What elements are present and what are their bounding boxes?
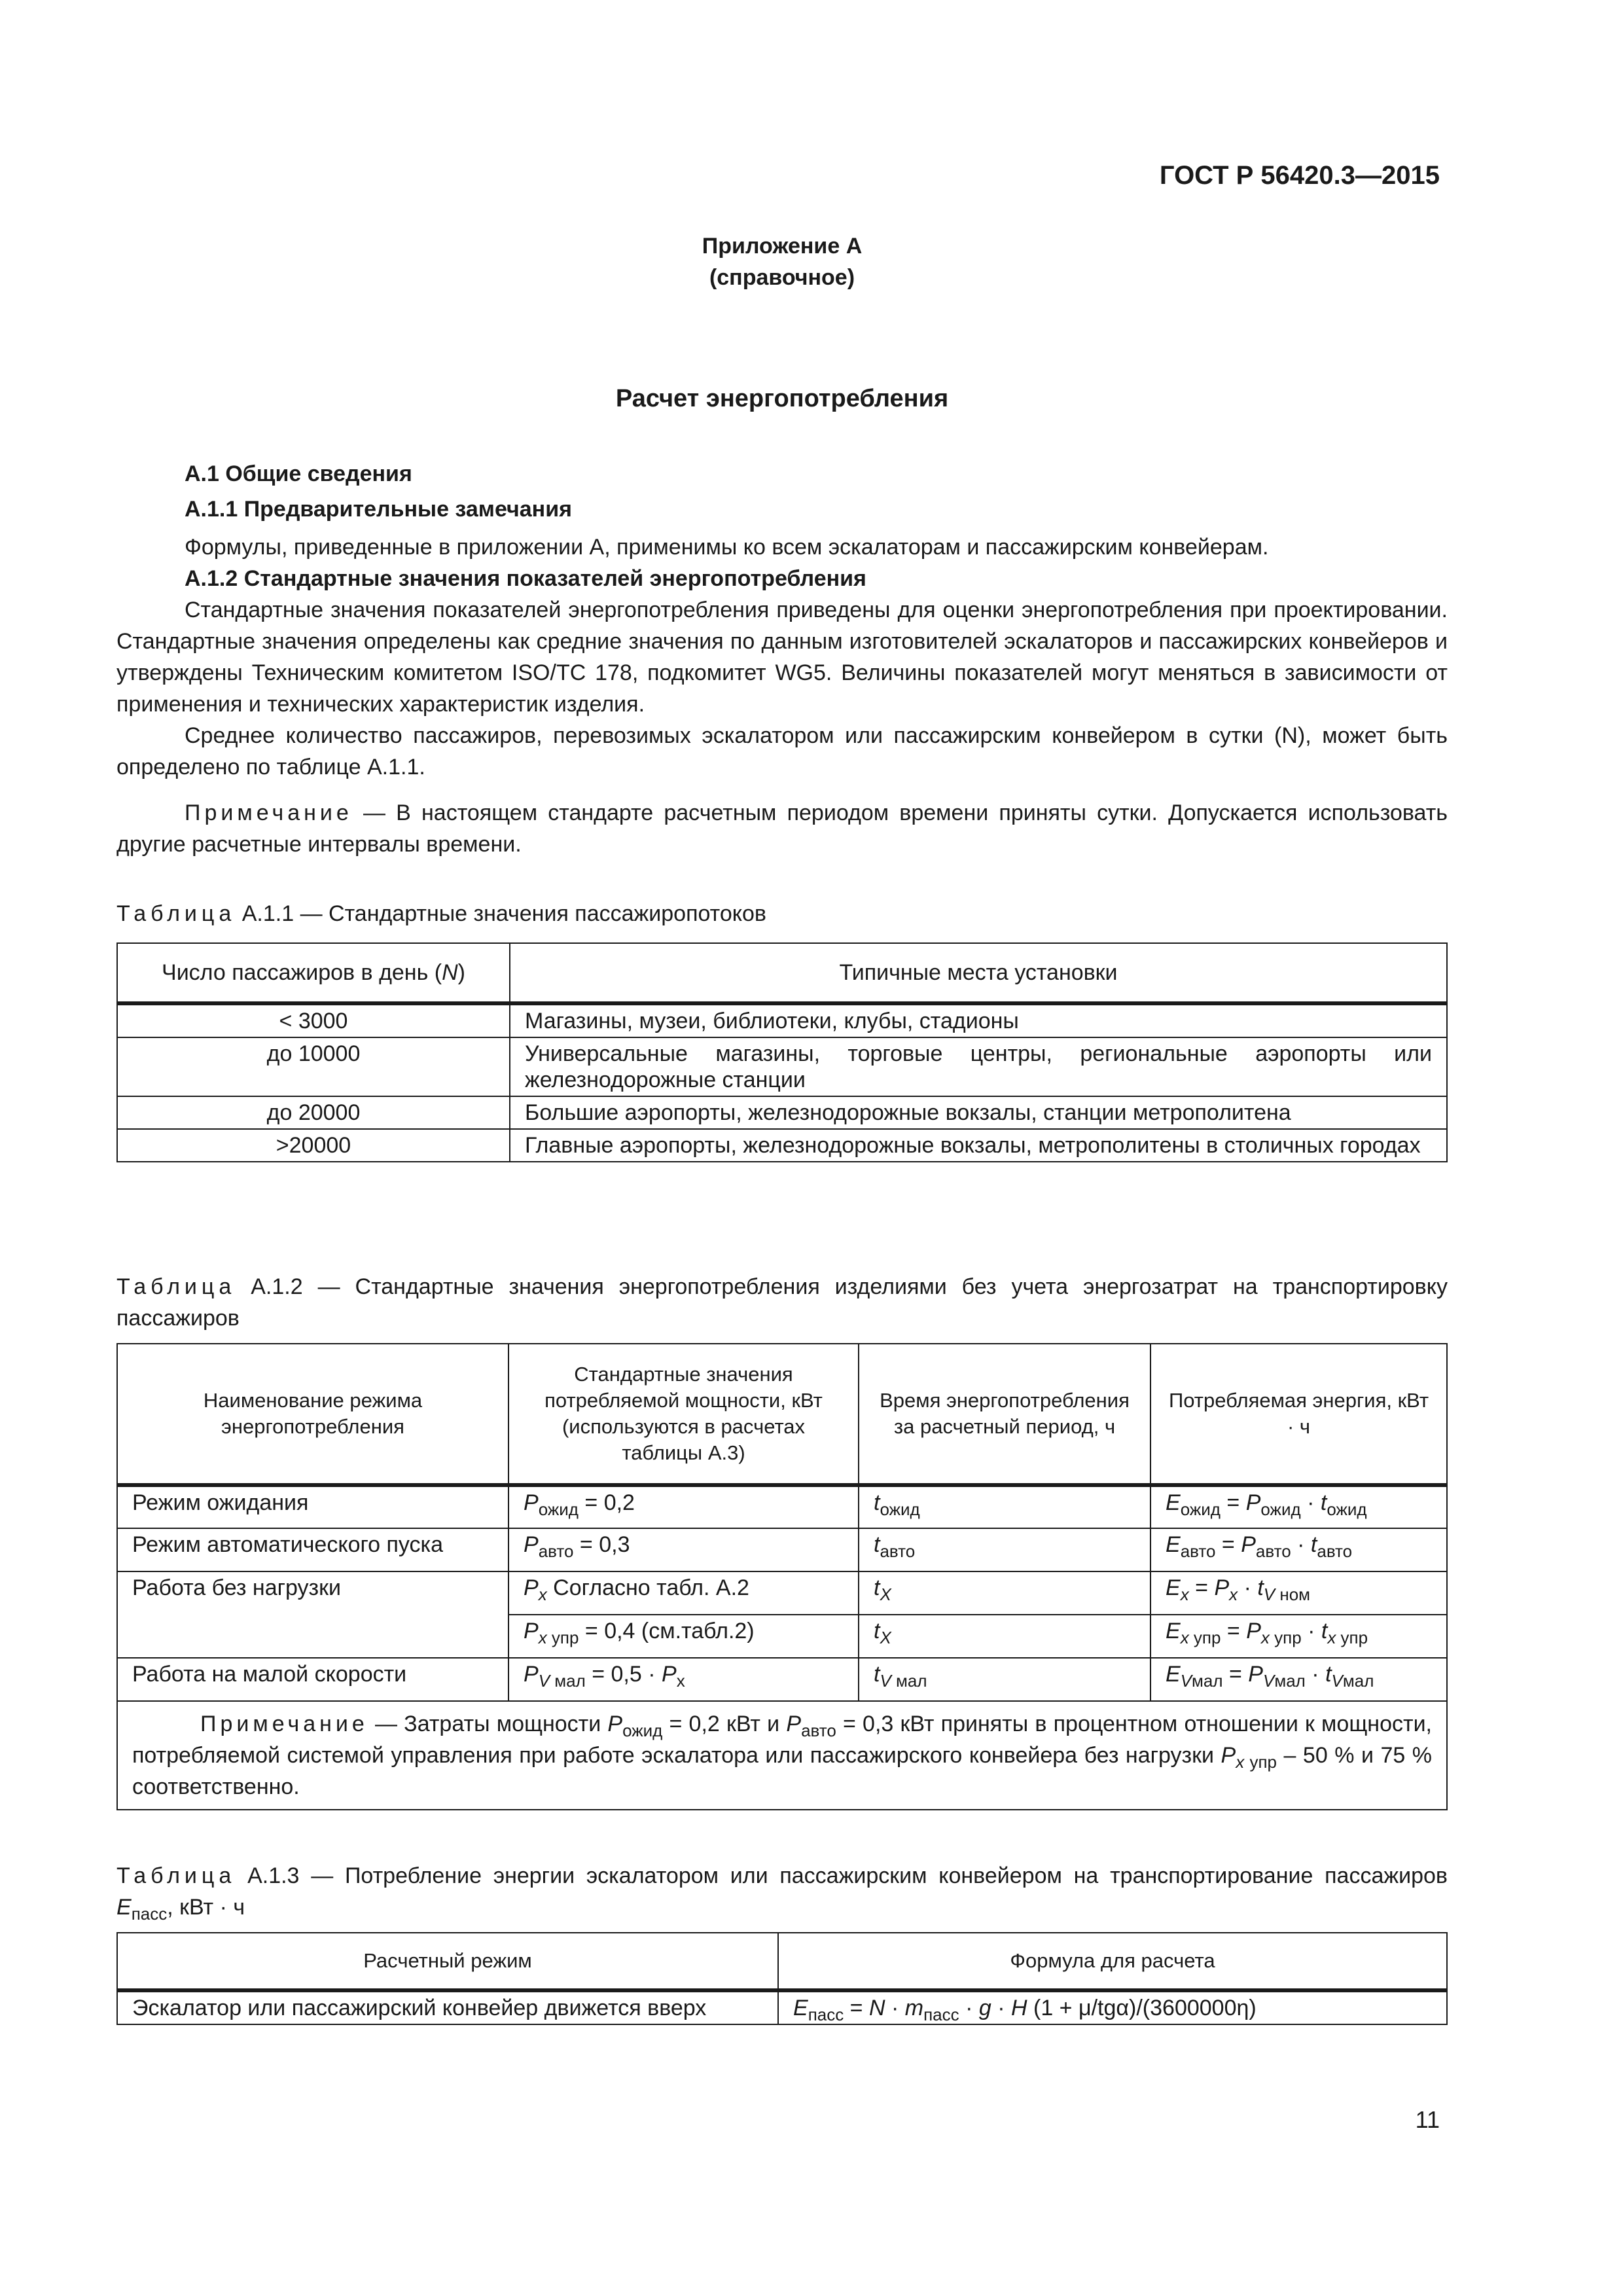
general-note: [116, 797, 1448, 860]
table2-caption: [116, 1271, 1448, 1334]
table2-cell-mode: Работа без нагрузки: [117, 1571, 508, 1658]
table2-header-energy: Потребляемая энергия, кВт · ч: [1150, 1344, 1447, 1485]
table2-cell-energy: $E_{ожид} = P_{ожид} \cdot t_{ожид}$: [1150, 1485, 1447, 1528]
table2-cell-time: $t_{авто}$: [859, 1528, 1150, 1571]
table1-cell-places: Большие аэропорты, железнодорожные вокзалы, станции метрополитена: [510, 1096, 1447, 1129]
table3-header-row: [117, 1933, 1447, 1990]
table3-cell-mode: Эскалатор или пассажирский конвейер движется вверх: [117, 1990, 778, 2024]
note-label: Примечание: [185, 800, 353, 825]
table2-cell-time: $t_{ожид}$: [859, 1485, 1150, 1528]
table1-cell-count: до 20000: [117, 1096, 510, 1129]
section-a12-heading: А.1.2 Стандартные значения показателей энергопотребления: [185, 566, 866, 591]
table3-caption: Таблица А.1.3 — Потребление энергии эскалатором или пассажирским конвейером на транспортирование пассажиров $E_{пасс}$, кВт · ч: [116, 1863, 1448, 1924]
table2-cell-time: $t_X$: [859, 1571, 1150, 1615]
table2-cell-energy: $E_{авто} = P_{авто} \cdot t_{авто}$: [1150, 1528, 1447, 1571]
energy-consumption-table: [116, 1343, 1448, 1810]
table1-header-places: Типичные места установки: [510, 943, 1447, 1003]
table-row: [117, 1990, 1447, 2024]
note-text: — В настоящем стандарте расчетным периодом времени приняты сутки. Допускается использовать другие расчетные интервалы времени.: [116, 800, 1448, 857]
appendix-subtitle: (справочное): [709, 265, 855, 290]
table-row: [117, 1658, 1447, 1701]
table-row: [117, 1129, 1447, 1162]
table1-cell-count: >20000: [117, 1129, 510, 1162]
table3-caption-label: Таблица: [116, 1863, 236, 1888]
table3-caption-text: А.1.3 — Потребление энергии эскалатором или пассажирским конвейером на транспортирование пассажиров: [236, 1863, 1448, 1888]
table-row: [117, 1485, 1447, 1528]
table1-cell-count: < 3000: [117, 1003, 510, 1037]
section-a11-heading: А.1.1 Предварительные замечания: [185, 497, 572, 522]
table1-cell-places: Универсальные магазины, торговые центры, региональные аэропорты или железнодорожные станции: [510, 1037, 1447, 1096]
table1-cell-count: до 10000: [117, 1037, 510, 1096]
table2-cell-time: $t_X$: [859, 1615, 1150, 1658]
section-a11-text: Формулы, приведенные в приложении А, применимы ко всем эскалаторам и пассажирским конвейерам.: [185, 535, 1269, 560]
table2-cell-power: $P_{x упр} = 0,4$ (см.табл.2): [508, 1615, 859, 1658]
table2-cell-energy: $E_{x упр} = P_{x упр} \cdot t_{x упр}$: [1150, 1615, 1447, 1658]
table1-caption-label: Таблица: [116, 901, 236, 926]
table-row: [117, 1003, 1447, 1037]
table2-cell-mode: Режим автоматического пуска: [117, 1528, 508, 1571]
appendix-title: Приложение А: [702, 234, 863, 259]
passenger-flow-table: [116, 942, 1448, 1162]
table1-caption-text: А.1.1 — Стандартные значения пассажиропотоков: [236, 901, 766, 926]
table3-header-formula: Формула для расчета: [778, 1933, 1447, 1990]
table2-caption-text: А.1.2 — Стандартные значения энергопотребления изделиями без учета энергозатрат на транспортировку пассажиров: [116, 1274, 1448, 1331]
table3-header-mode: Расчетный режим: [117, 1933, 778, 1990]
table2-cell-mode: Режим ожидания: [117, 1485, 508, 1528]
table1-header-n: Число пассажиров в день (N): [117, 943, 510, 1003]
table2-cell-power: $P_x$ Согласно табл. А.2: [508, 1571, 859, 1615]
table2-cell-time: $t_{V мал}$: [859, 1658, 1150, 1701]
table2-cell-power: $P_{ожид} = 0,2$: [508, 1485, 859, 1528]
section-body: [116, 458, 1448, 860]
standard-code: ГОСТ Р 56420.3—2015: [1159, 161, 1440, 190]
table-row: [117, 1096, 1447, 1129]
appendix-heading: [0, 230, 1564, 293]
table-row: [117, 1571, 1447, 1615]
table2-caption-label: Таблица: [116, 1274, 236, 1299]
table1-cell-places: Магазины, музеи, библиотеки, клубы, стадионы: [510, 1003, 1447, 1037]
passenger-energy-table: [116, 1932, 1448, 2025]
table3-cell-formula: $E_{пасс} = N \cdot m_{пасс} \cdot g \cdot H$ (1 + μ/tgα)/(3600000η): [778, 1990, 1447, 2024]
page-number: 11: [1415, 2106, 1440, 2133]
table1-caption: [116, 898, 1448, 929]
table2-header-mode: Наименование режима энергопотребления: [117, 1344, 508, 1485]
section-a1-heading: А.1 Общие сведения: [185, 461, 412, 486]
table2-header-power: Стандартные значения потребляемой мощности, кВт (используются в расчетах таблицы А.3): [508, 1344, 859, 1485]
table-row: [117, 1528, 1447, 1571]
table2-cell-power: $P_{авто} = 0,3$: [508, 1528, 859, 1571]
table1-header-row: [117, 943, 1447, 1003]
table2-cell-energy: $E_{Vмал} = P_{Vмал} \cdot t_{Vмал}$: [1150, 1658, 1447, 1701]
table2-header-time: Время энергопотребления за расчетный период, ч: [859, 1344, 1150, 1485]
table2-note-row: [117, 1701, 1447, 1810]
table2-cell-energy: $E_x = P_x \cdot t_{V ном}$: [1150, 1571, 1447, 1615]
section-a12-text2: Среднее количество пассажиров, перевозимых эскалатором или пассажирским конвейером в сутки (N), может быть определено по таблице А.1.1.: [116, 723, 1448, 780]
table1-cell-places: Главные аэропорты, железнодорожные вокзалы, метрополитены в столичных городах: [510, 1129, 1447, 1162]
table2-cell-mode: Работа на малой скорости: [117, 1658, 508, 1701]
table3-caption-unit: , кВт · ч: [167, 1895, 245, 1920]
table2-cell-power: $P_{V мал} = 0,5 \cdot P_x$: [508, 1658, 859, 1701]
section-a12-text: Стандартные значения показателей энергопотребления приведены для оценки энергопотребления при проектировании. Стандартные значения определены как средние значения по данным изготовителей эскалаторов и пассажирских конвейеров и утверждены Техническим комитетом ISO/TC 178, подкомитет WG5. Величины показателей могут меняться в зависимости от применения и технических характеристик изделия.: [116, 598, 1448, 717]
page-title: Расчет энергопотребления: [615, 385, 949, 412]
table-row: [117, 1037, 1447, 1096]
table2-header-row: [117, 1344, 1447, 1485]
table2-note: Примечание — Затраты мощности $P_{ожид} = 0,2$ кВт и $P_{авто} = 0,3$ кВт приняты в процентном отношении к мощности, потребляемой системой управления при работе эскалатора или пассажирского конвейера без нагрузки $P_{x упр} - 50$ % и 75 % соответственно.: [117, 1701, 1447, 1810]
